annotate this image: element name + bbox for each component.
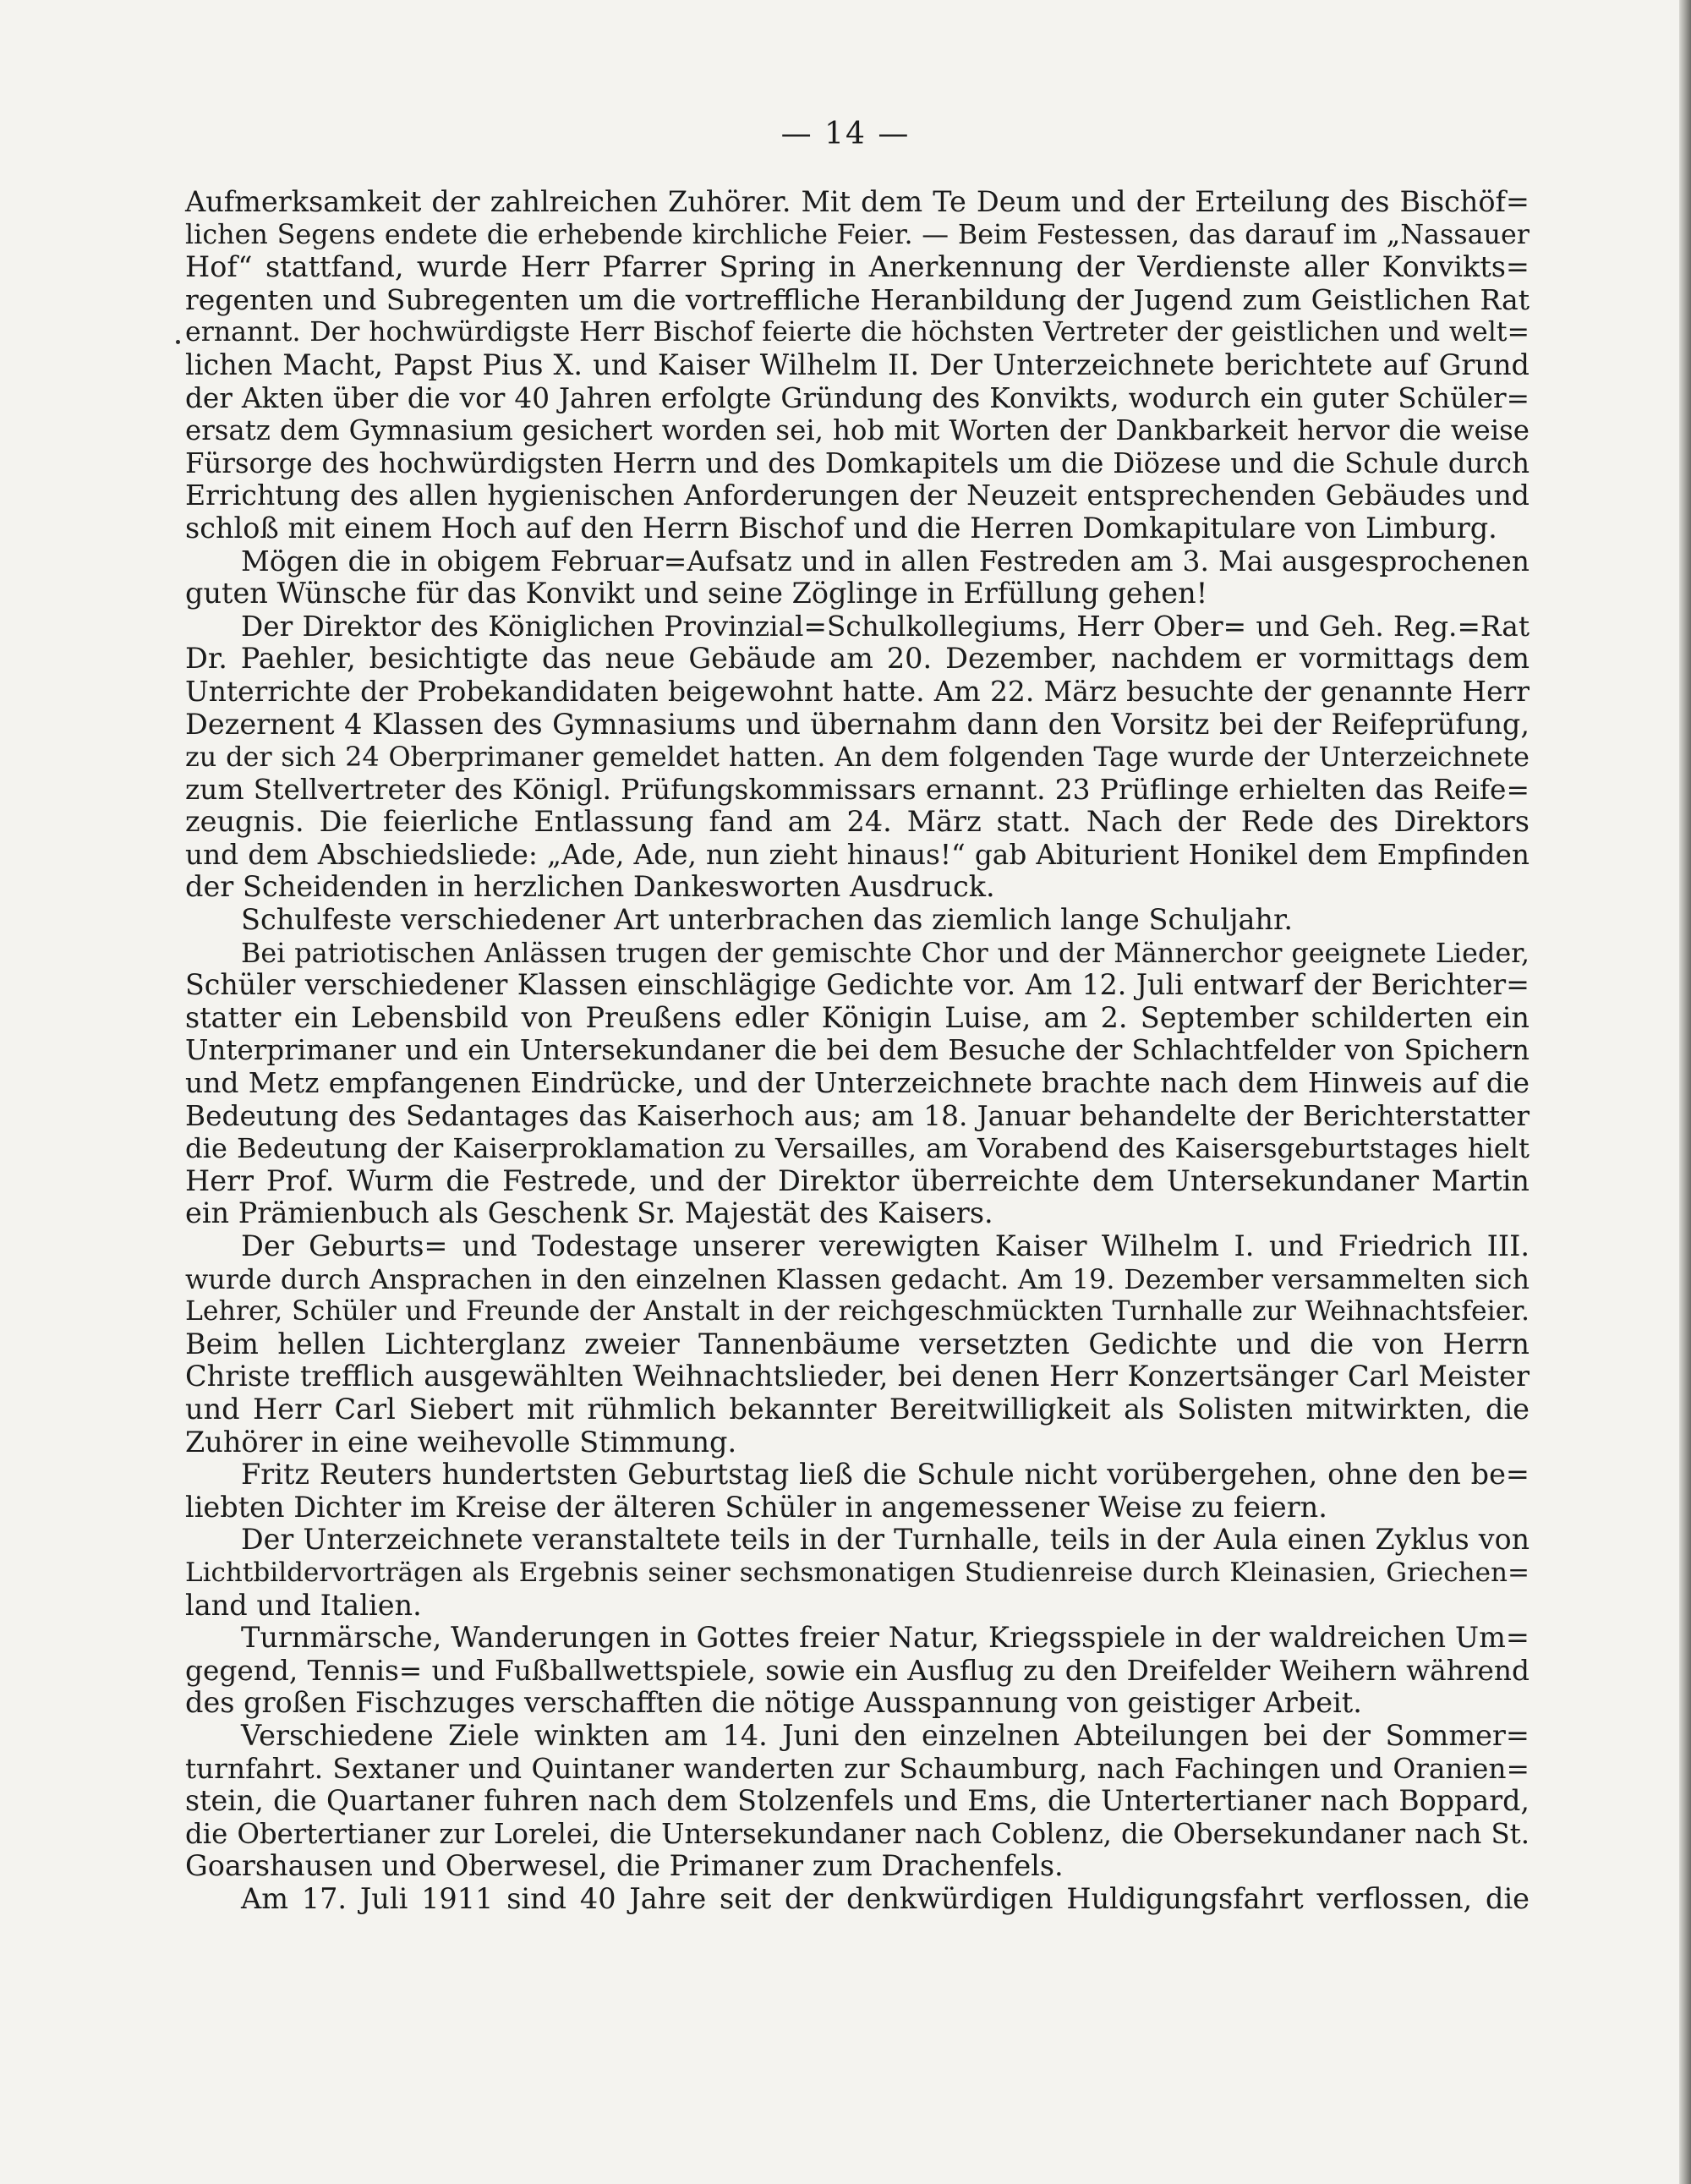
text-line: Mögen die in obigem Februar=Aufsatz und in allen Festreden am 3. Mai ausgesprochenen	[241, 544, 1530, 577]
text-line: Verschiedene Ziele winkten am 14. Juni den einzelnen Abteilungen bei der Sommer=	[241, 1718, 1530, 1752]
text-line: Goarshausen und Oberwesel, die Primaner zum Drachenfels.	[185, 1849, 1064, 1883]
margin-mark	[176, 340, 180, 344]
text-line: land und Italien.	[185, 1588, 422, 1622]
text-line: zu der sich 24 Oberprimaner gemeldet hatten. An dem folgenden Tage wurde der Unterzeichnete	[185, 741, 1530, 774]
text-line: Errichtung des allen hygienischen Anforderungen der Neuzeit entsprechenden Gebäudes und	[185, 479, 1530, 512]
text-line: Herr Prof. Wurm die Festrede, und der Direktor überreichte dem Untersekundaner Martin	[185, 1163, 1530, 1197]
text-line: Unterprimaner und ein Untersekundaner die bei dem Besuche der Schlachtfelder von Spichern	[185, 1034, 1530, 1067]
text-line: wurde durch Ansprachen in den einzelnen Klassen gedacht. Am 19. Dezember versammelten sich	[185, 1262, 1530, 1295]
page-edge-shadow	[1679, 0, 1691, 2184]
text-line: Lehrer, Schüler und Freunde der Anstalt in der reichgeschmückten Turnhalle zur Weihnachtsfeier.	[185, 1296, 1530, 1327]
text-line: turnfahrt. Sextaner und Quintaner wanderten zur Schaumburg, nach Fachingen und Oranien=	[185, 1752, 1530, 1785]
text-line: regenten und Subregenten um die vortreffliche Heranbildung der Jugend zum Geistlichen Rat	[185, 282, 1530, 316]
text-line: und dem Abschiedsliede: „Ade, Ade, nun zieht hinaus!“ gab Abiturient Honikel dem Empfinden	[185, 838, 1530, 871]
text-line: lichen Macht, Papst Pius X. und Kaiser Wilhelm II. Der Unterzeichnete berichtete auf Grund	[185, 348, 1530, 381]
text-line: des großen Fischzuges verschafften die nötige Ausspannung von geistiger Arbeit.	[185, 1686, 1362, 1720]
text-line: stein, die Quartaner fuhren nach dem Stolzenfels und Ems, die Untertertianer nach Boppard,	[185, 1784, 1530, 1818]
text-line: lichen Segens endete die erhebende kirchliche Feier. — Beim Festessen, das darauf im „Nassauer	[185, 218, 1530, 250]
text-line: ernannt. Der hochwürdigste Herr Bischof feierte die höchsten Vertreter der geistlichen und welt=	[185, 317, 1530, 348]
text-line: Fürsorge des hochwürdigsten Herrn und des Domkapitels um die Diözese und die Schule durch	[185, 446, 1530, 479]
text-line: Dr. Paehler, besichtigte das neue Gebäude am 20. Dezember, nachdem er vormittags dem	[185, 642, 1530, 676]
text-line: und Herr Carl Siebert mit rühmlich bekannter Bereitwilligkeit als Solisten mitwirkten, die	[185, 1392, 1530, 1426]
text-line: die Bedeutung der Kaiserproklamation zu Versailles, am Vorabend des Kaisersgeburtstages hielt	[185, 1132, 1530, 1165]
text-line: gegend, Tennis= und Fußballwettspiele, sowie ein Ausflug zu den Dreifelder Weihern während	[185, 1654, 1530, 1687]
text-line: der Akten über die vor 40 Jahren erfolgte Gründung des Konvikts, wodurch ein guter Schüler=	[185, 381, 1530, 414]
text-line: Der Direktor des Königlichen Provinzial=Schulkollegiums, Herr Ober= und Geh. Reg.=Rat	[241, 610, 1530, 643]
text-line: zum Stellvertreter des Königl. Prüfungskommissars ernannt. 23 Prüflinge erhielten das Reife=	[185, 773, 1530, 806]
text-line: Zuhörer in eine weihevolle Stimmung.	[185, 1425, 737, 1459]
text-line: zeugnis. Die feierliche Entlassung fand am 24. März statt. Nach der Rede des Direktors	[185, 805, 1530, 839]
text-line: Bei patriotischen Anlässen trugen der gemischte Chor und der Männerchor geeignete Lieder,	[241, 936, 1530, 969]
text-line: schloß mit einem Hoch auf den Herrn Bischof und die Herren Domkapitulare von Limburg.	[185, 511, 1497, 545]
text-line: ein Prämienbuch als Geschenk Sr. Majestät des Kaisers.	[185, 1196, 993, 1230]
text-line: Der Geburts= und Todestage unserer verewigten Kaiser Wilhelm I. und Friedrich III.	[241, 1229, 1530, 1262]
text-line: Fritz Reuters hundertsten Geburtstag ließ die Schule nicht vorübergehen, ohne den be=	[241, 1458, 1530, 1492]
page-number: — 14 —	[780, 117, 911, 151]
text-line: ersatz dem Gymnasium gesichert worden sei, hob mit Worten der Dankbarkeit hervor die weise	[185, 414, 1530, 447]
text-line: liebten Dichter im Kreise der älteren Schüler in angemessener Weise zu feiern.	[185, 1490, 1327, 1524]
text-line: Schulfeste verschiedener Art unterbrachen das ziemlich lange Schuljahr.	[241, 903, 1293, 937]
text-line: Schüler verschiedener Klassen einschlägige Gedichte vor. Am 12. Juli entwarf der Berichter=	[185, 968, 1530, 1002]
text-line: Bedeutung des Sedantages das Kaiserhoch aus; am 18. Januar behandelte der Berichterstatter	[185, 1099, 1530, 1132]
text-line: der Scheidenden in herzlichen Dankesworten Ausdruck.	[185, 870, 995, 904]
text-line: Unterrichte der Probekandidaten beigewohnt hatte. Am 22. März besuchte der genannte Herr	[185, 674, 1530, 708]
text-line: Am 17. Juli 1911 sind 40 Jahre seit der denkwürdigen Huldigungsfahrt verflossen, die	[241, 1881, 1530, 1915]
text-line: und Metz empfangenen Eindrücke, und der Unterzeichnete brachte nach dem Hinweis auf die	[185, 1066, 1530, 1100]
text-line: Turnmärsche, Wanderungen in Gottes freier Natur, Kriegsspiele in der waldreichen Um=	[241, 1621, 1530, 1655]
text-line: Aufmerksamkeit der zahlreichen Zuhörer. Mit dem Te Deum und der Erteilung des Bischöf=	[185, 185, 1530, 218]
text-line: Der Unterzeichnete veranstaltete teils in der Turnhalle, teils in der Aula einen Zyklus von	[241, 1523, 1530, 1557]
body-text	[185, 186, 1530, 1915]
text-line: Dezernent 4 Klassen des Gymnasiums und übernahm dann den Vorsitz bei der Reifeprüfung,	[185, 707, 1530, 741]
text-line: statter ein Lebensbild von Preußens edler Königin Luise, am 2. September schilderten ein	[185, 1000, 1530, 1034]
text-line: Beim hellen Lichterglanz zweier Tannenbäume versetzten Gedichte und die von Herrn	[185, 1327, 1530, 1360]
text-line: die Obertertianer zur Lorelei, die Untersekundaner nach Coblenz, die Obersekundaner nach St.	[185, 1817, 1530, 1850]
text-line: Christe trefflich ausgewählten Weihnachtslieder, bei denen Herr Konzertsänger Carl Meister	[185, 1360, 1530, 1393]
text-line: guten Wünsche für das Konvikt und seine Zöglinge in Erfüllung gehen!	[185, 577, 1208, 610]
text-line: Hof“ stattfand, wurde Herr Pfarrer Spring in Anerkennung der Verdienste aller Konvikts=	[185, 250, 1530, 284]
text-line: Lichtbildervorträgen als Ergebnis seiner sechsmonatigen Studienreise durch Kleinasien, Griechen=	[185, 1557, 1530, 1588]
